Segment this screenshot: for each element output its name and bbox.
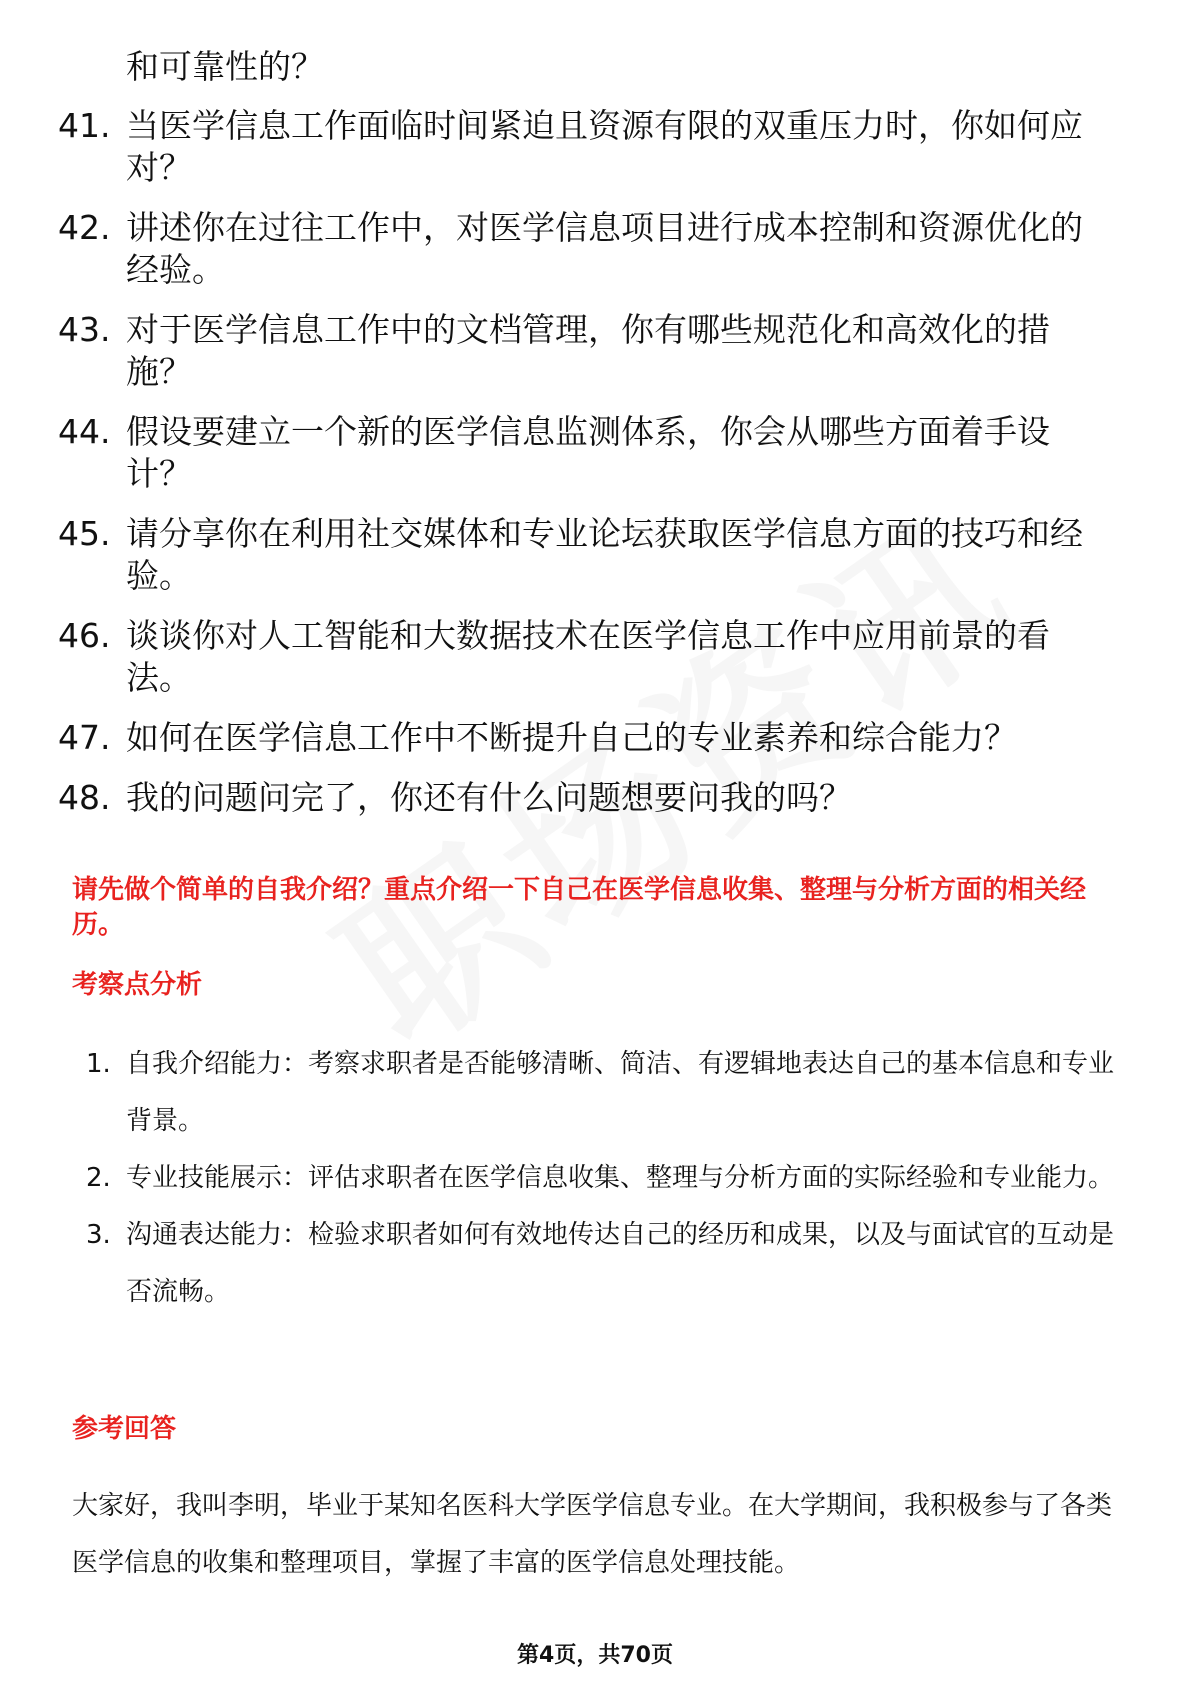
analysis-text: 自我介绍能力：考察求职者是否能够清晰、简洁、有逻辑地表达自己的基本信息和专业背景。 <box>126 1049 1115 1136</box>
page-number: 第4页，共70页 <box>517 1643 673 1668</box>
analysis-number: 1. <box>86 1049 111 1079</box>
question-item <box>58 615 1108 699</box>
question-text: 对于医学信息工作中的文档管理，你有哪些规范化和高效化的措施？ <box>126 310 1050 391</box>
question-number: 48. <box>58 778 111 817</box>
analysis-item <box>86 1036 1116 1150</box>
question-text: 假设要建立一个新的医学信息监测体系，你会从哪些方面着手设计？ <box>126 412 1050 493</box>
analysis-number: 3. <box>86 1220 111 1250</box>
analysis-text: 专业技能展示：评估求职者在医学信息收集、整理与分析方面的实际经验和专业能力。 <box>126 1163 1115 1193</box>
question-text: 谈谈你对人工智能和大数据技术在医学信息工作中应用前景的看法。 <box>126 616 1050 697</box>
question-item <box>58 309 1108 393</box>
analysis-item <box>86 1150 1116 1207</box>
question-number: 41. <box>58 106 111 145</box>
question-text: 请分享你在利用社交媒体和专业论坛获取医学信息方面的技巧和经验。 <box>126 514 1083 595</box>
question-number: 45. <box>58 514 111 553</box>
question-text: 我的问题问完了，你还有什么问题想要问我的吗？ <box>126 778 852 817</box>
continued-question-text: 和可靠性的？ <box>126 47 324 86</box>
question-item <box>58 105 1108 189</box>
analysis-number: 2. <box>86 1163 111 1193</box>
question-heading: 请先做个简单的自我介绍？重点介绍一下自己在医学信息收集、整理与分析方面的相关经历。 <box>72 875 1087 940</box>
question-item <box>58 777 1108 819</box>
question-list <box>58 105 1108 837</box>
question-text: 如何在医学信息工作中不断提升自己的专业素养和综合能力？ <box>126 718 1017 757</box>
question-item <box>58 717 1108 759</box>
question-item <box>58 411 1108 495</box>
question-text: 当医学信息工作面临时间紧迫且资源有限的双重压力时，你如何应对？ <box>126 106 1083 187</box>
reference-answer-text: 大家好，我叫李明，毕业于某知名医科大学医学信息专业。在大学期间，我积极参与了各类医学信息的收集和整理项目，掌握了丰富的医学信息处理技能。 <box>72 1491 1113 1578</box>
question-item <box>58 207 1108 291</box>
analysis-item <box>86 1207 1116 1321</box>
question-number: 47. <box>58 718 111 757</box>
question-item <box>58 513 1108 597</box>
question-text: 讲述你在过往工作中，对医学信息项目进行成本控制和资源优化的经验。 <box>126 208 1083 289</box>
question-number: 46. <box>58 616 111 655</box>
analysis-list <box>86 1036 1116 1321</box>
reference-answer-heading: 参考回答 <box>72 1414 177 1444</box>
analysis-text: 沟通表达能力：检验求职者如何有效地传达自己的经历和成果，以及与面试官的互动是否流畅。 <box>126 1220 1115 1307</box>
question-number: 43. <box>58 310 111 349</box>
question-number: 44. <box>58 412 111 451</box>
question-number: 42. <box>58 208 111 247</box>
analysis-heading: 考察点分析 <box>72 970 203 1000</box>
